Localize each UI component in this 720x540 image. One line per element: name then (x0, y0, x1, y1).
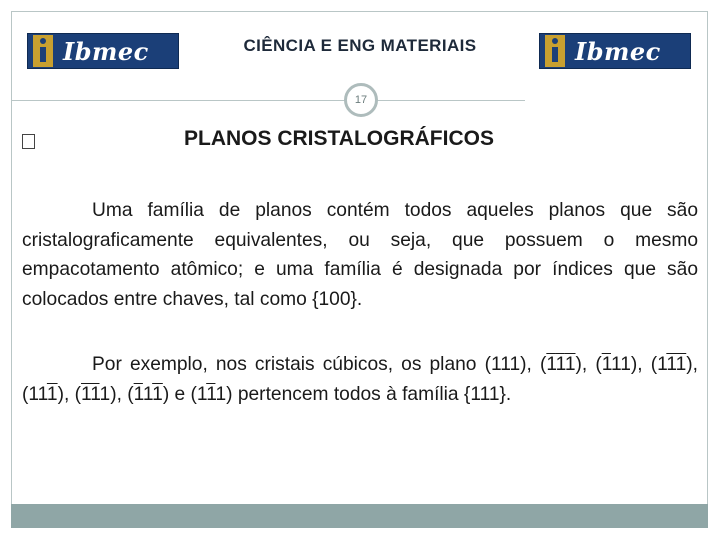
logo-text: Ibmec (575, 36, 661, 66)
paragraph-cubic-example: Por exemplo, nos cristais cúbicos, os plano (111), (111), (111), (111), (111), (111), (111) e (111) pertencem todos à família {111}. (22, 354, 698, 405)
miller-index: (111) (22, 383, 64, 405)
paragraph-family-definition (22, 196, 698, 314)
logo-text: Ibmec (63, 36, 149, 66)
miller-index: (111) (190, 383, 233, 405)
miller-index: (111) (539, 354, 582, 375)
miller-index: (111) (127, 383, 170, 405)
miller-index: (111) (74, 383, 117, 405)
ibmec-logo-right (539, 33, 691, 69)
footer-bar (11, 504, 708, 528)
ibmec-logo-mark-icon (545, 35, 565, 67)
miller-index: (111) (650, 354, 693, 375)
slide-number: 17 (344, 83, 378, 117)
paragraph-text: Por exemplo, nos cristais cúbicos, os plano (92, 354, 485, 375)
paragraph-text: Uma família de planos contém todos aqueles planos que são cristalograficamente equivalentes, ou seja, que possuem o mesmo empacotamento atômico; e uma família é designada por índices que são colocados entre chaves, tal como {100}. (22, 200, 698, 310)
course-title: CIÊNCIA E ENG MATERIAIS (243, 36, 477, 55)
ibmec-logo-mark-icon (33, 35, 53, 67)
slide-title: PLANOS CRISTALOGRÁFICOS (184, 127, 494, 150)
miller-index: (111) (484, 354, 527, 375)
miller-index: (111) (595, 354, 638, 375)
checkbox-bullet-icon (22, 134, 35, 149)
header-divider (11, 100, 525, 101)
ibmec-logo-left (27, 33, 179, 69)
